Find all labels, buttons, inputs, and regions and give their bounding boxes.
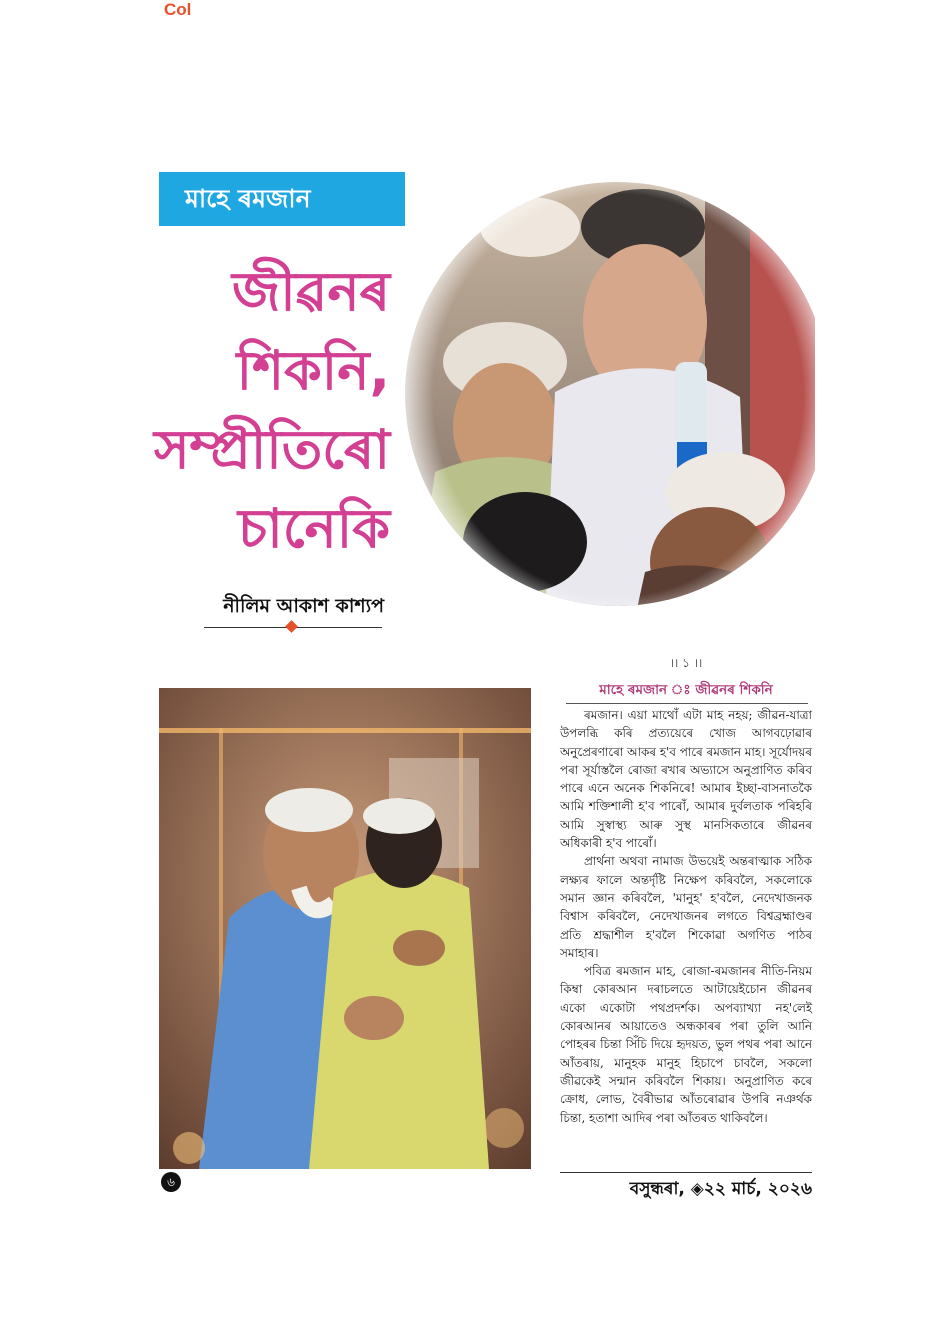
headline-line-2: শিকনি, [236,339,390,402]
corner-label: Col [164,0,192,19]
footer-divider [560,1172,812,1173]
subheading-divider [566,703,808,704]
section-number: ।। ১ ।। [669,656,703,670]
section-banner: মাহে ৰমজান [159,172,421,226]
article-paragraph-3: পবিত্ৰ ৰমজান মাহ, ৰোজা-ৰমজানৰ নীতি-নিয়ম কিম্বা কোৰআন দৰাচলতে আটায়েইচোন জীৱনৰ একো একোটা পথপ্ৰদৰ্শক। অপব্যাখ্যা নহ'লেই কোৰআনৰ আয়াতেও অন্ধকাৰৰ পৰা তুলি আনি পোহৰৰ চিন্তা সিঁচি দিয়ে হৃদয়ত, ভুল পথৰ পৰা আনে আঁতৰায়, মানুহক মানুহ হিচাপে চাবলৈ, সকলো জীৱকেই সন্মান কৰিবলৈ শিকায়। অনুপ্ৰাণিত কৰে ক্ৰোধ, লোভ, বৈৰীভাৱ আঁতৰোৱাৰ উপৰি নঞৰ্থক চিন্তা, হতাশা আদিৰ পৰা আঁতৰত থাকিবলৈ। [560,964,812,1125]
page-number: ৬ [161,1172,181,1192]
article-paragraph-1: ৰমজান। এয়া মাথোঁ এটা মাহ নহয়; জীৱন-যাত্ৰা উপলব্ধি কৰি প্ৰত্যয়েৰে খোজ আগবঢ়োৱাৰ অনুপ্ৰেৰণাৰো আকৰ হ'ব পাৰে ৰমজান মাহ। সূৰ্যোদয়ৰ পৰা সূৰ্যাস্তলৈ ৰোজা ৰখাৰ অভ্যাসে অনুপ্ৰাণিত কৰিব পাৰে এনে অনেক শিকনিৰে! আমাৰ ইচ্ছা-বাসনাতকৈ আমি শক্তিশালী হ'ব পাৰোঁ, আমাৰ দুৰ্বলতাক পৰিহৰি আমি সুস্বাস্থ্য আৰু সুস্থ মানসিকতাৰে জীৱনৰ অধিকাৰী হ'ব পাৰোঁ। [560,708,812,851]
hug-photo [159,688,531,1169]
footer-publication: বসুন্ধৰা, ◈২২ মাৰ্চ, ২০২৬ [629,1179,812,1199]
article-paragraph-2: প্ৰাৰ্থনা অথবা নামাজ উভয়েই অন্তৰাত্মাক সঠিক লক্ষ্যৰ ফালে অন্তৰ্দৃষ্টি নিক্ষেপ কৰিবলৈ, সকলোকে সমান জ্ঞান কৰিবলৈ, 'মানুহ' হ'বলৈ, নেদেখাজনক বিশ্বাস কৰিবলৈ, নেদেখাজনৰ লগতে বিশ্বব্ৰহ্মাণ্ডৰ প্ৰতি শ্ৰদ্ধাশীল হ'বলৈ শিকোৱা অগণিত পাঠৰ সমাহাৰ। [560,854,812,960]
article-body [560,706,812,1127]
article-subheading: মাহে ৰমজান ঃ জীৱনৰ শিকনি [599,682,773,698]
byline: নীলিম আকাশ কাশ্যপ [223,595,384,617]
headline [150,252,390,568]
headline-line-1: জীৱনৰ [232,260,390,323]
hero-photo [405,172,815,618]
headline-line-3: সম্প্ৰীতিৰো [153,418,390,481]
headline-line-4: চানেকি [238,497,390,560]
